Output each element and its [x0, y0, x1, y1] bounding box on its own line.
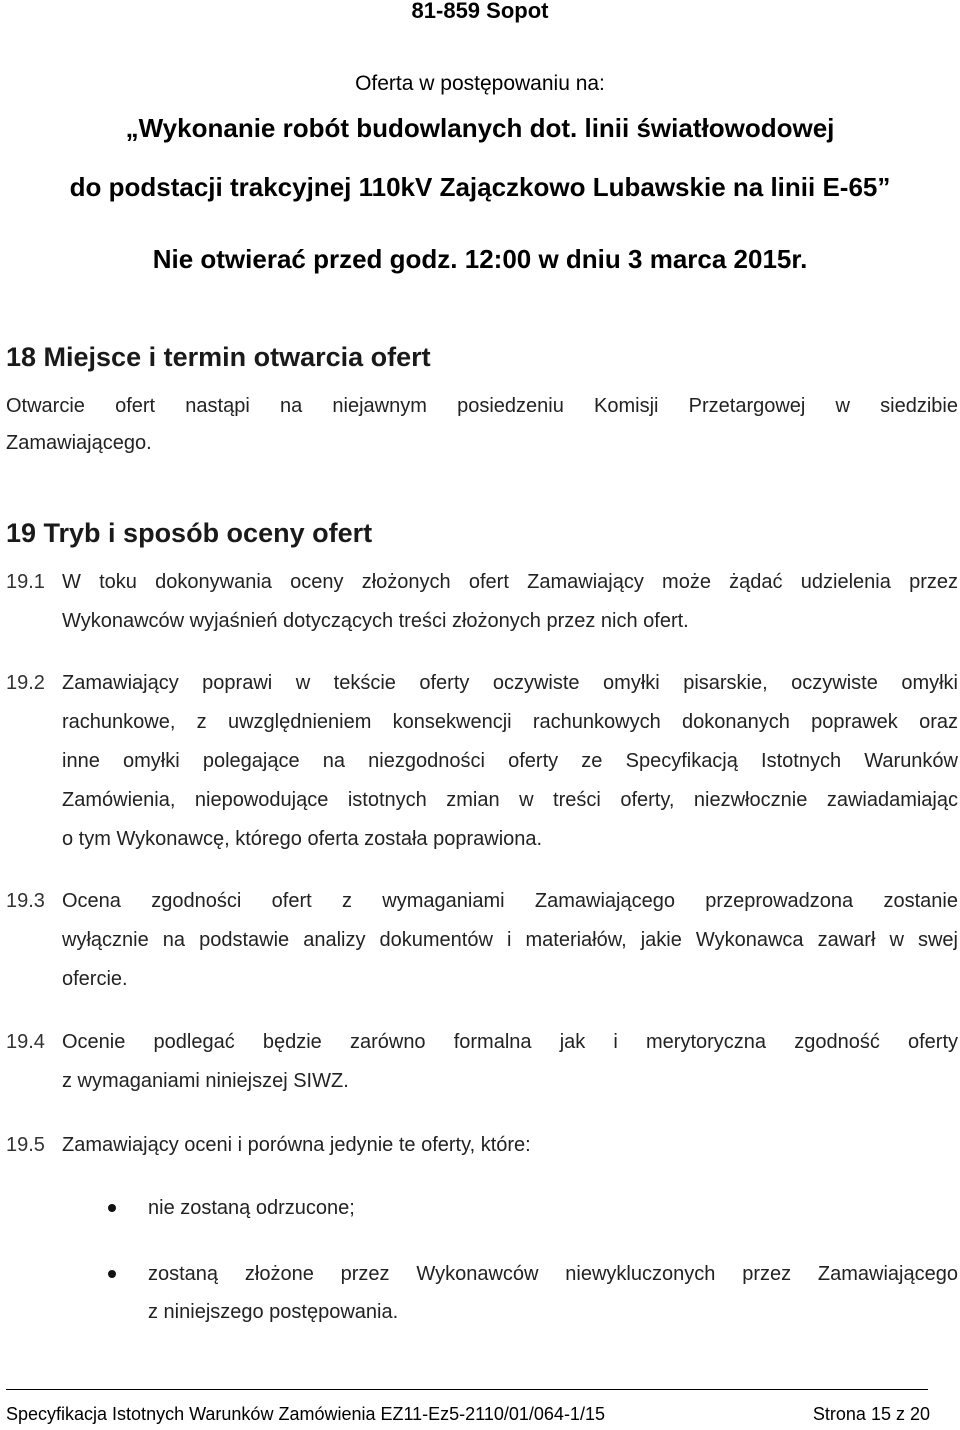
text-line: ofercie.	[62, 968, 128, 990]
text-line: rachunkowe, z uwzględnieniem konsekwencji rachunkowych dokonanych poprawek oraz	[62, 711, 958, 733]
text-line: Zamawiający oceni i porówna jedynie te oferty, które:	[62, 1134, 531, 1156]
footer-document-title: Specyfikacja Istotnych Warunków Zamówienia EZ11-Ez5-2110/01/064-1/15	[6, 1404, 605, 1424]
text-line: Zamówienia, niepowodujące istotnych zmian w treści oferty, niezwłocznie zawiadamiając	[62, 789, 958, 811]
footer-page-number: Strona 15 z 20	[812, 1404, 930, 1424]
section-18-heading: 18 Miejsce i termin otwarcia ofert	[6, 342, 431, 372]
text-line: zostaną złożone przez Wykonawców niewykluczonych przez Zamawiającego	[148, 1263, 958, 1285]
offer-title-line-1: „Wykonanie robót budowlanych dot. linii światłowodowej	[125, 113, 835, 143]
paragraph-number: 19.2	[6, 672, 45, 694]
text-line: z wymaganiami niniejszej SIWZ.	[62, 1070, 349, 1092]
paragraph-number: 19.4	[6, 1031, 45, 1053]
text-line: inne omyłki polegające na niezgodności oferty ze Specyfikacją Istotnych Warunków	[62, 750, 958, 772]
text-line: o tym Wykonawcę, którego oferta została poprawiona.	[62, 828, 543, 850]
paragraph-text	[62, 563, 958, 641]
text-line: z niniejszego postępowania.	[148, 1301, 399, 1323]
paragraph-text	[62, 1023, 958, 1101]
section-19-heading: 19 Tryb i sposób oceny ofert	[6, 518, 373, 548]
bullet-text	[148, 1255, 958, 1331]
paragraph-number: 19.1	[6, 571, 45, 593]
section-18-text-line-1: Otwarcie ofert nastąpi na niejawnym posiedzeniu Komisji Przetargowej w siedzibie	[6, 395, 958, 417]
bullet-text	[148, 1189, 958, 1227]
text-line: Ocena zgodności ofert z wymaganiami Zamawiającego przeprowadzona zostanie	[62, 890, 958, 912]
text-line: Ocenie podlegać będzie zarówno formalna jak i merytoryczna zgodność oferty	[62, 1031, 958, 1053]
text-line: Zamawiający poprawi w tekście oferty oczywiste omyłki pisarskie, oczywiste omyłki	[62, 672, 958, 694]
paragraph-text	[62, 882, 958, 999]
offer-title-line-2: do podstacji trakcyjnej 110kV Zajączkowo Lubawskie na linii E-65”	[69, 172, 891, 202]
section-18-text-line-2: Zamawiającego.	[6, 432, 152, 454]
address-header: 81-859 Sopot	[411, 0, 549, 23]
bullet-icon	[108, 1270, 116, 1278]
bullet-icon	[108, 1204, 116, 1212]
text-line: Wykonawców wyjaśnień dotyczących treści złożonych przez nich ofert.	[62, 610, 689, 632]
paragraph-text	[62, 1126, 958, 1165]
text-line: wyłącznie na podstawie analizy dokumentów i materiałów, jakie Wykonawca zawarł w swej	[62, 929, 958, 951]
paragraph-text	[62, 664, 958, 859]
footer-divider	[6, 1389, 928, 1390]
text-line: nie zostaną odrzucone;	[148, 1197, 355, 1219]
paragraph-number: 19.5	[6, 1134, 45, 1156]
text-line: W toku dokonywania oceny złożonych ofert Zamawiający może żądać udzielenia przez	[62, 571, 958, 593]
offer-intro: Oferta w postępowaniu na:	[355, 72, 605, 95]
offer-title-line-3: Nie otwierać przed godz. 12:00 w dniu 3 marca 2015r.	[152, 244, 808, 274]
paragraph-number: 19.3	[6, 890, 45, 912]
